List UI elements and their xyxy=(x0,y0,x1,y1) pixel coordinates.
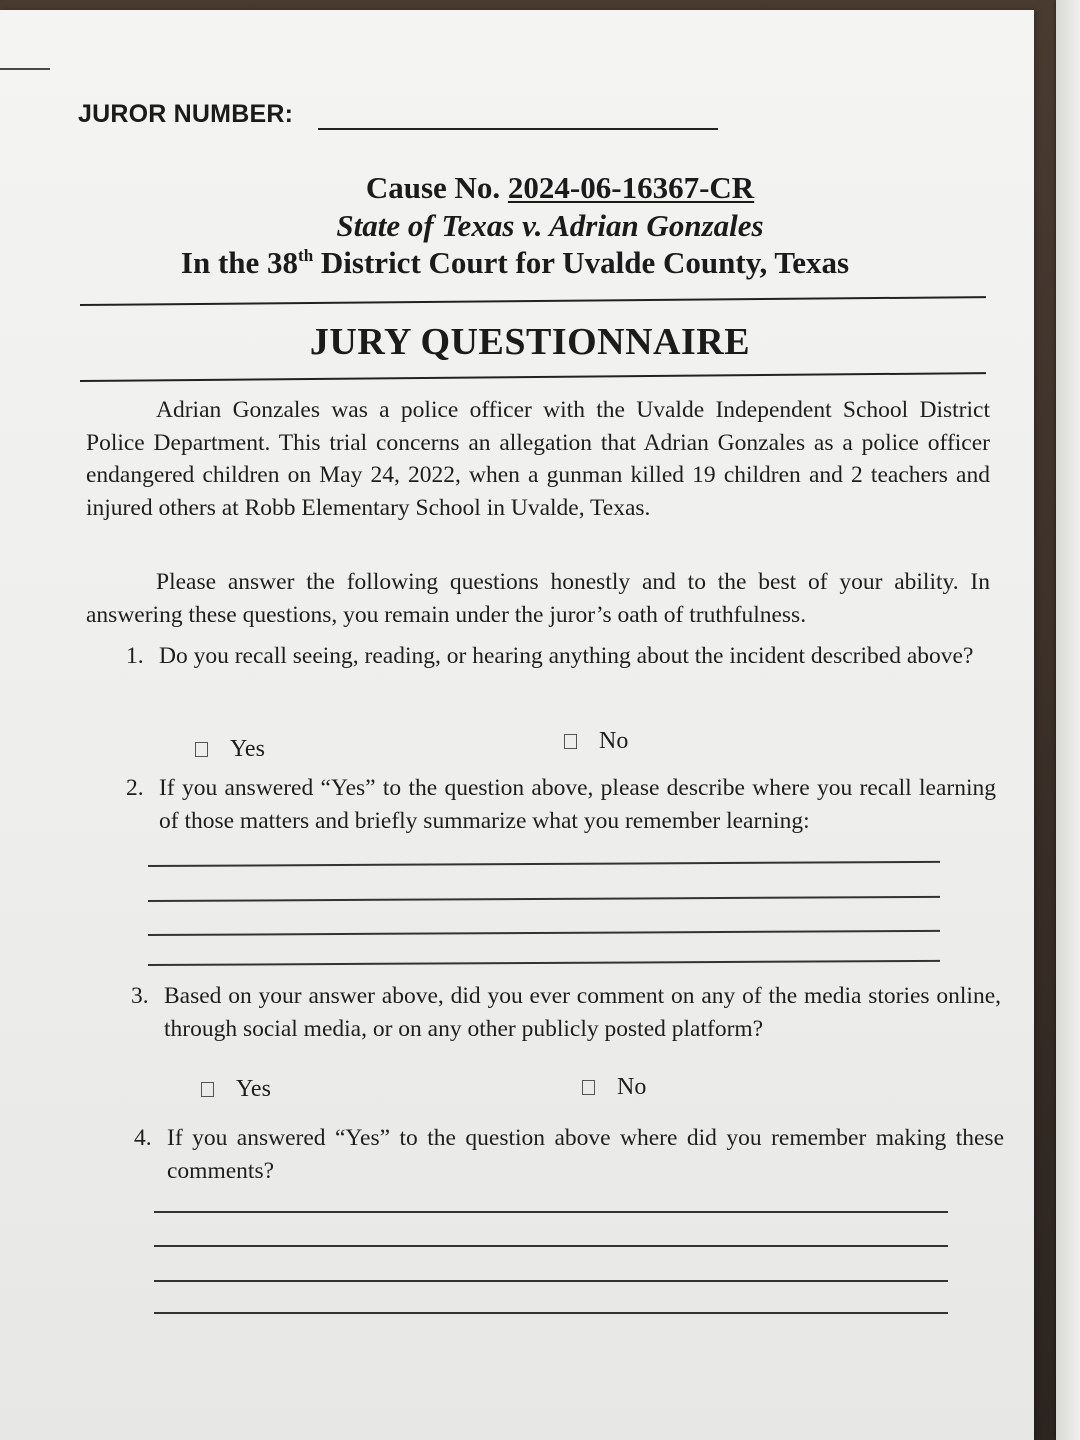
question-text: If you answered “Yes” to the question above, please describe where you recall learning of those matters and briefly summarize what you remember learning: xyxy=(159,775,996,834)
page-title: JURY QUESTIONNAIRE xyxy=(309,321,751,363)
questionnaire-page xyxy=(0,10,1034,1440)
question-2 xyxy=(126,772,996,838)
intro-paragraph-text: Adrian Gonzales was a police officer with the Uvalde Independent School District Police Department. This trial concerns an allegation that Adrian Gonzales as a police officer endangered children on May 24, 2022, when a gunman killed 19 children and 2 teachers and injured others at Robb Elementary School in Uvalde, Texas. xyxy=(86,397,990,521)
checkbox-icon[interactable] xyxy=(201,1082,214,1097)
answer-line[interactable] xyxy=(148,930,940,936)
instructions-paragraph-text: Please answer the following questions honestly and to the best of your ability. In answering these questions, you remain under the juror’s oath of truthfulness. xyxy=(86,569,990,628)
juror-number-field[interactable] xyxy=(318,128,718,130)
title-rule-top xyxy=(80,296,986,306)
question-number: 2. xyxy=(126,775,144,801)
q1-yes-option[interactable] xyxy=(195,736,265,763)
answer-line[interactable] xyxy=(154,1245,948,1247)
background-sheet xyxy=(1056,0,1080,1440)
checkbox-icon[interactable] xyxy=(195,742,208,757)
question-number: 1. xyxy=(126,643,144,669)
answer-line[interactable] xyxy=(148,960,940,966)
q3-no-option[interactable] xyxy=(582,1074,646,1101)
answer-line[interactable] xyxy=(154,1312,948,1314)
question-text: Do you recall seeing, reading, or hearing anything about the incident described above? xyxy=(159,643,974,669)
answer-line[interactable] xyxy=(148,861,940,867)
juror-number-label: JUROR NUMBER: xyxy=(78,100,294,128)
q3-yes-label: Yes xyxy=(236,1076,271,1102)
cause-prefix: Cause No. xyxy=(365,170,501,205)
q3-no-label: No xyxy=(617,1074,647,1100)
court-prefix: In the 38 xyxy=(180,245,299,280)
checkbox-icon[interactable] xyxy=(564,734,577,749)
court-ordinal: th xyxy=(298,246,314,265)
court-suffix: District Court for Uvalde County, Texas xyxy=(313,245,850,280)
checkbox-icon[interactable] xyxy=(582,1080,595,1095)
title-rule-bottom xyxy=(80,372,986,382)
q1-yes-label: Yes xyxy=(230,736,265,762)
question-4 xyxy=(134,1122,1004,1188)
question-text: If you answered “Yes” to the question above where did you remember making these comments? xyxy=(167,1125,1004,1184)
question-number: 3. xyxy=(131,983,149,1009)
question-1 xyxy=(126,640,992,673)
case-style: State of Texas v. Adrian Gonzales xyxy=(336,208,764,243)
cause-number xyxy=(90,170,1010,206)
question-text: Based on your answer above, did you ever comment on any of the media stories online, through social media, or on any other publicly posted platform? xyxy=(164,983,1001,1042)
cause-number-value: 2024-06-16367-CR xyxy=(507,170,755,205)
q1-no-option[interactable] xyxy=(564,728,628,755)
court-name xyxy=(65,245,965,281)
question-number: 4. xyxy=(134,1125,152,1151)
answer-line[interactable] xyxy=(154,1280,948,1282)
instructions-paragraph xyxy=(86,566,990,631)
intro-paragraph xyxy=(86,394,990,524)
q1-no-label: No xyxy=(599,728,629,754)
question-3 xyxy=(131,980,1001,1046)
answer-line[interactable] xyxy=(148,896,940,902)
q3-yes-option[interactable] xyxy=(201,1076,271,1103)
answer-line[interactable] xyxy=(154,1211,948,1213)
edge-mark xyxy=(0,68,50,70)
